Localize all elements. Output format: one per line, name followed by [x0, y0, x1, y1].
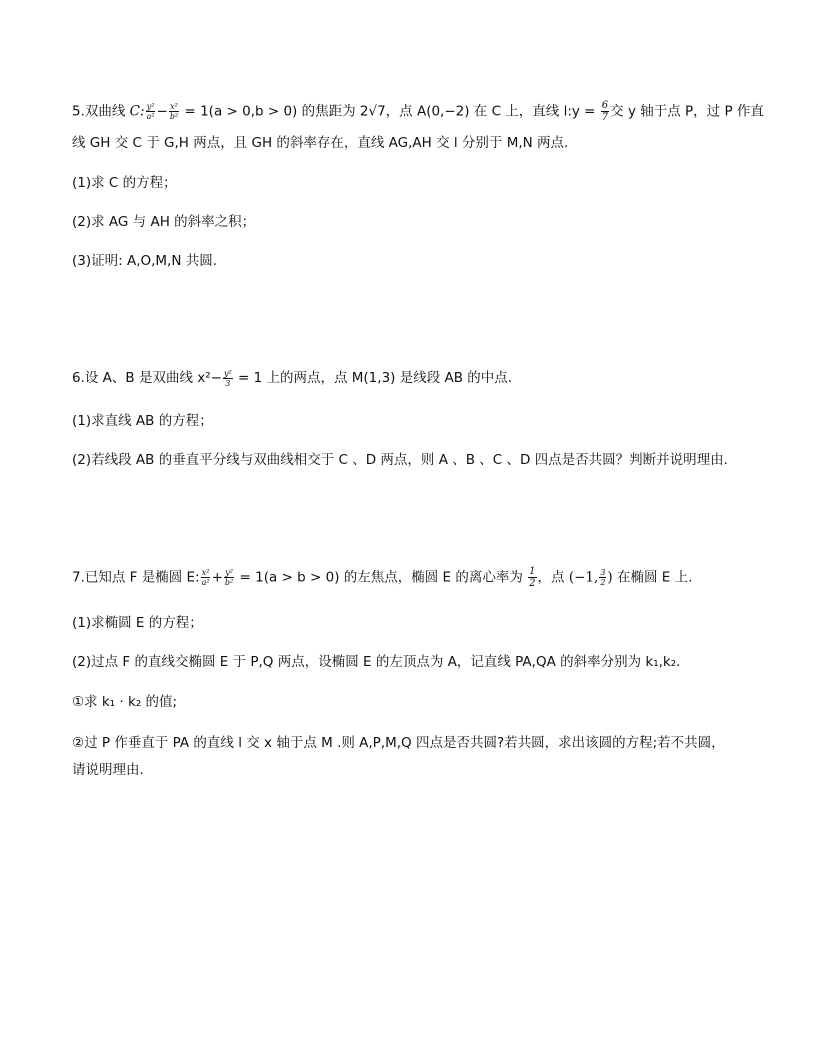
problem-7-label: 7.已知点 F 是椭圆 E: — [72, 569, 200, 586]
problem-5-label: 5.双曲线 — [72, 103, 130, 120]
problem-6-question-1: (1)求直线 AB 的方程； — [72, 413, 213, 429]
problem-6-stem — [72, 368, 512, 388]
problem-5-condition: = 1(a > 0,b > 0) 的焦距为 2√7，点 A(0,−2) 在 C 上，直线 l:y = — [180, 103, 600, 120]
problem-7-question-2: (2)过点 F 的直线交椭圆 E 于 P,Q 两点，设椭圆 E 的左顶点为 A，记直线 PA,QA 的斜率分别为 k₁,k₂. — [72, 654, 681, 670]
problem-7-question-1: (1)求椭圆 E 的方程； — [72, 615, 203, 631]
point-open: (−1, — [568, 569, 599, 586]
problem-7-condition: = 1(a > b > 0) 的左焦点，椭圆 E 的离心率为 — [235, 569, 528, 586]
point-close: ) — [607, 569, 613, 586]
problem-6-question-2: (2)若线段 AB 的垂直平分线与双曲线相交于 C 、D 两点，则 A 、B 、C 、D 四点是否共圆？判断并说明理由. — [72, 452, 728, 468]
curve-name: C: — [129, 103, 145, 120]
plus-sign: + — [211, 569, 223, 586]
problem-7-subquestion-2 — [72, 733, 725, 753]
fraction-6-7: $\frac{6}{7}$ — [601, 100, 609, 123]
subquestion-1-text: 求 k₁ · k₂ 的值; — [84, 694, 178, 710]
problem-5-stem — [72, 100, 764, 123]
circled-two-marker: ② — [72, 735, 85, 751]
fraction-1-2: $\frac{1}{2}$ — [529, 566, 536, 589]
fraction-y2-3: $\frac{\text{y²}}{3}$ — [223, 368, 232, 388]
subquestion-2-text: 过 P 作垂直于 PA 的直线 l 交 x 轴于点 M .则 A,P,M,Q 四点是否共圆?若共圆，求出该圆的方程;若不共圆， — [84, 735, 725, 751]
problem-7-subquestion-1 — [72, 692, 177, 712]
fraction-y2-a2: $\frac{\text{y²}}{\text{a²}}$ — [146, 102, 155, 121]
problem-7-subquestion-2-line2: 请说明理由. — [72, 762, 144, 778]
problem-5-question-3: (3)证明: A,O,M,N 共圆. — [72, 253, 218, 269]
problem-7-tail: 在椭圆 E 上. — [612, 569, 693, 586]
problem-7-comma: ，点 — [537, 569, 569, 586]
fraction-3-2: $\frac{3}{2}$ — [600, 568, 606, 587]
problem-5-stem-line2: 线 GH 交 C 于 G,H 两点，且 GH 的斜率存在，直线 AG,AH 交 l 分别于 M,N 两点. — [72, 135, 569, 151]
problem-7-stem — [72, 566, 692, 589]
minus-sign: − — [156, 103, 168, 120]
fraction-y2-b2: $\frac{\text{y²}}{\text{b²}}$ — [224, 568, 234, 587]
problem-5-question-2: (2)求 AG 与 AH 的斜率之积； — [72, 214, 256, 230]
problem-5-tail: 交 y 轴于点 P，过 P 作直 — [610, 103, 764, 120]
problem-5-question-1: (1)求 C 的方程； — [72, 175, 177, 191]
fraction-x2-b2: $\frac{\text{x²}}{\text{b²}}$ — [169, 102, 179, 121]
fraction-x2-a2: $\frac{\text{x²}}{\text{a²}}$ — [201, 568, 210, 587]
problem-6-condition: = 1 上的两点，点 M(1,3) 是线段 AB 的中点. — [233, 370, 513, 386]
problem-6-label: 6.设 A、B 是双曲线 x²− — [72, 370, 222, 386]
circled-one-marker: ① — [72, 694, 85, 710]
